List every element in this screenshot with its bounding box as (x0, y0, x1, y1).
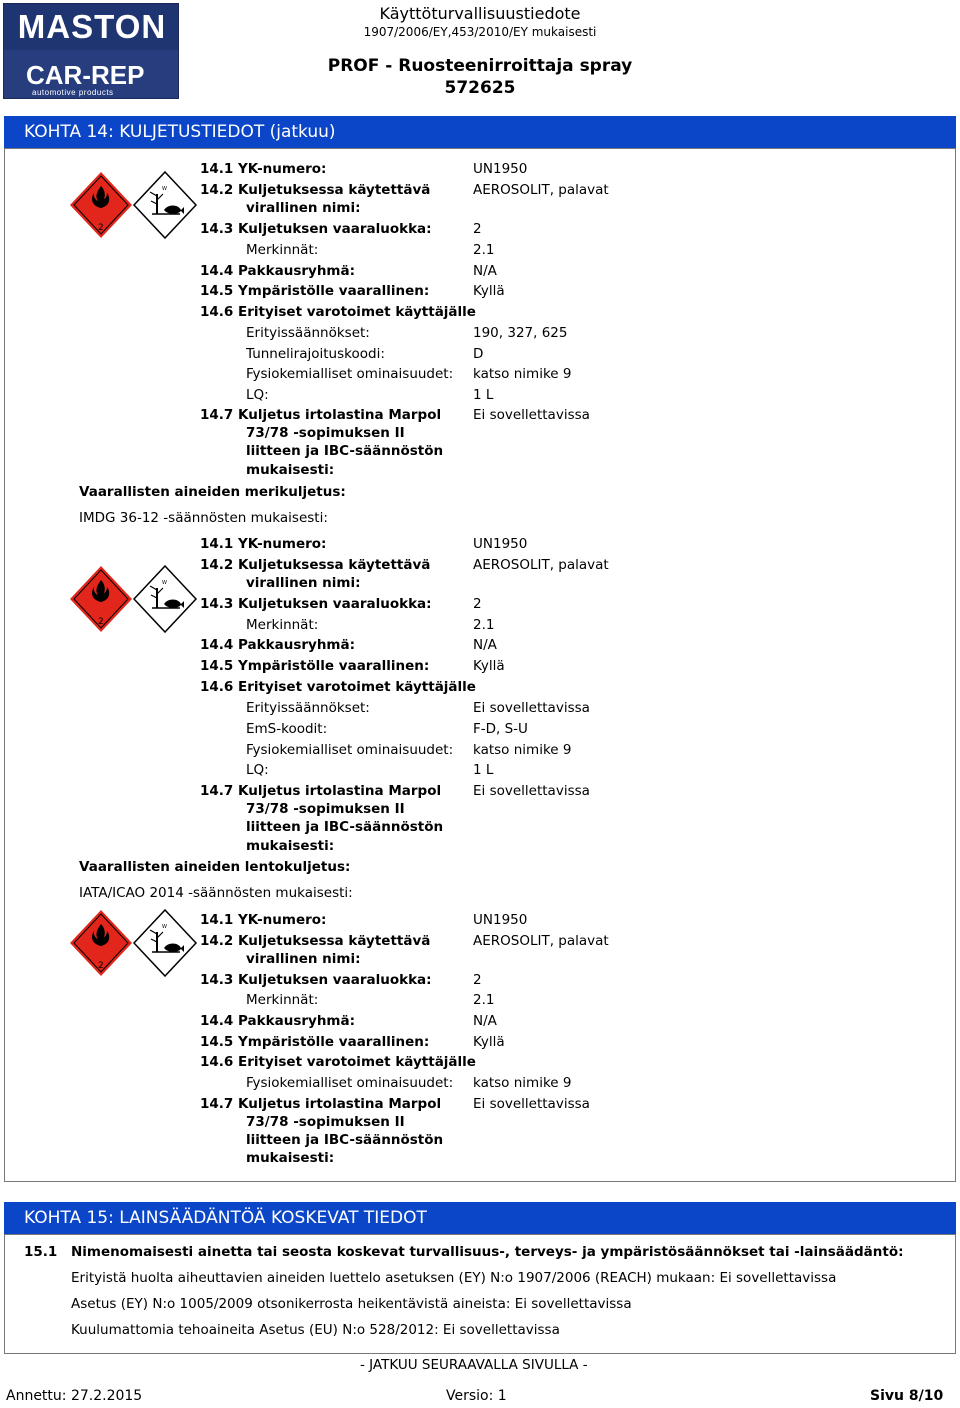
road-tunnel-value: D (473, 346, 484, 362)
sea-class-label: 14.3 Kuljetuksen vaaraluokka: (200, 596, 432, 612)
road-un-label: 14.1 YK-numero: (200, 161, 327, 177)
sea-bulk-label-3: liitteen ja IBC-säännöstön (246, 819, 444, 835)
road-env-value: Kyllä (473, 283, 505, 299)
air-phys-value: katso nimike 9 (473, 1075, 572, 1091)
footer-page: Sivu 8/10 (870, 1388, 944, 1404)
air-un-label: 14.1 YK-numero: (200, 912, 327, 928)
sea-name-label-2: virallinen nimi: (246, 575, 361, 591)
sea-lq-label: LQ: (246, 762, 269, 778)
svg-text:2: 2 (98, 961, 104, 971)
air-class-label: 14.3 Kuljetuksen vaaraluokka: (200, 972, 432, 988)
sea-ems-label: EmS-koodit: (246, 721, 328, 737)
road-special-label: 14.6 Erityiset varotoimet käyttäjälle (200, 304, 476, 320)
sea-pg-value: N/A (473, 637, 497, 653)
sea-prov-label: Erityissäännökset: (246, 700, 370, 716)
sea-class-value: 2 (473, 596, 482, 612)
pictogram-group-air (68, 908, 198, 984)
road-pg-value: N/A (473, 263, 497, 279)
road-env-label: 14.5 Ympäristölle vaarallinen: (200, 283, 430, 299)
sea-prov-value: Ei sovellettavissa (473, 700, 590, 716)
sea-marks-label: Merkinnät: (246, 617, 319, 633)
section-15-line2: Asetus (EY) N:o 1005/2009 otsonikerrosta heikentävistä aineista: Ei sovellettavissa (71, 1296, 632, 1312)
section-15-line1: Erityistä huolta aiheuttavien aineiden luettelo asetuksen (EY) N:o 1907/2006 (REACH) mukaan: Ei sovellettavissa (71, 1270, 837, 1286)
svg-text:W: W (162, 186, 167, 192)
air-pg-value: N/A (473, 1013, 497, 1029)
sea-rule: IMDG 36-12 -säännösten mukaisesti: (79, 510, 328, 526)
air-bulk-label-3: liitteen ja IBC-säännöstön (246, 1132, 444, 1148)
air-un-value: UN1950 (473, 912, 528, 928)
air-marks-value: 2.1 (473, 992, 495, 1008)
air-env-value: Kyllä (473, 1034, 505, 1050)
air-class-value: 2 (473, 972, 482, 988)
road-class-value: 2 (473, 221, 482, 237)
svg-text:W: W (162, 924, 167, 930)
pictogram-group-sea (68, 564, 198, 640)
road-prov-label: Erityissäännökset: (246, 325, 370, 341)
sea-lq-value: 1 L (473, 762, 494, 778)
air-phys-label: Fysiokemialliset ominaisuudet: (246, 1075, 454, 1091)
road-bulk-label-4: mukaisesti: (246, 462, 335, 478)
road-bulk-label-1: 14.7 Kuljetus irtolastina Marpol (200, 407, 442, 423)
road-pg-label: 14.4 Pakkausryhmä: (200, 263, 356, 279)
document-title: Käyttöturvallisuustiedote (379, 4, 581, 23)
air-bulk-label-4: mukaisesti: (246, 1150, 335, 1166)
sea-phys-value: katso nimike 9 (473, 742, 572, 758)
sea-bulk-label-4: mukaisesti: (246, 838, 335, 854)
svg-text:W: W (162, 580, 167, 586)
logo-carrep: CAR-REP (26, 60, 145, 90)
road-marks-value: 2.1 (473, 242, 495, 258)
pictogram-group-road (68, 170, 198, 246)
flame-diamond-icon (68, 908, 198, 980)
section-15-line3: Kuulumattomia tehoaineita Asetus (EU) N:o 528/2012: Ei sovellettavissa (71, 1322, 560, 1338)
section-15-title: KOHTA 15: LAINSÄÄDÄNTÖÄ KOSKEVAT TIEDOT (4, 1202, 956, 1234)
sea-env-value: Kyllä (473, 658, 505, 674)
air-name-label-1: 14.2 Kuljetuksessa käytettävä (200, 933, 431, 949)
sea-special-label: 14.6 Erityiset varotoimet käyttäjälle (200, 679, 476, 695)
sea-env-label: 14.5 Ympäristölle vaarallinen: (200, 658, 430, 674)
regulation-ref: 1907/2006/EY,453/2010/EY mukaisesti (363, 25, 597, 39)
flame-diamond-icon (68, 170, 198, 242)
air-bulk-label-2: 73/78 -sopimuksen II (246, 1114, 405, 1130)
road-name-label-2: virallinen nimi: (246, 200, 361, 216)
sea-marks-value: 2.1 (473, 617, 495, 633)
svg-text:2: 2 (98, 223, 104, 233)
sea-un-value: UN1950 (473, 536, 528, 552)
air-env-label: 14.5 Ympäristölle vaarallinen: (200, 1034, 430, 1050)
logo-carrep-sub: automotive products (32, 88, 114, 97)
product-code: 572625 (444, 78, 516, 98)
road-lq-label: LQ: (246, 387, 269, 403)
air-name-value: AEROSOLIT, palavat (473, 933, 609, 949)
road-un-value: UN1950 (473, 161, 528, 177)
air-bulk-label-1: 14.7 Kuljetus irtolastina Marpol (200, 1096, 442, 1112)
air-heading: Vaarallisten aineiden lentokuljetus: (79, 859, 351, 875)
sea-ems-value: F-D, S-U (473, 721, 528, 737)
road-marks-label: Merkinnät: (246, 242, 319, 258)
air-special-label: 14.6 Erityiset varotoimet käyttäjälle (200, 1054, 476, 1070)
flame-diamond-icon (68, 564, 198, 636)
sea-name-label-1: 14.2 Kuljetuksessa käytettävä (200, 557, 431, 573)
sea-phys-label: Fysiokemialliset ominaisuudet: (246, 742, 454, 758)
sea-heading: Vaarallisten aineiden merikuljetus: (79, 484, 346, 500)
section-15-num: 15.1 (24, 1244, 58, 1260)
air-pg-label: 14.4 Pakkausryhmä: (200, 1013, 356, 1029)
svg-text:2: 2 (98, 617, 104, 627)
road-name-label-1: 14.2 Kuljetuksessa käytettävä (200, 182, 431, 198)
sea-bulk-label-2: 73/78 -sopimuksen II (246, 801, 405, 817)
air-bulk-value: Ei sovellettavissa (473, 1096, 590, 1112)
product-name: PROF - Ruosteenirroittaja spray (327, 56, 633, 76)
road-prov-value: 190, 327, 625 (473, 325, 568, 341)
sea-bulk-label-1: 14.7 Kuljetus irtolastina Marpol (200, 783, 442, 799)
road-bulk-value: Ei sovellettavissa (473, 407, 590, 423)
road-phys-value: katso nimike 9 (473, 366, 572, 382)
road-class-label: 14.3 Kuljetuksen vaaraluokka: (200, 221, 432, 237)
road-tunnel-label: Tunnelirajoituskoodi: (246, 346, 385, 362)
logo-maston: MASTON (4, 4, 179, 50)
footer-version: Versio: 1 (446, 1388, 507, 1404)
air-marks-label: Merkinnät: (246, 992, 319, 1008)
sea-un-label: 14.1 YK-numero: (200, 536, 327, 552)
sea-bulk-value: Ei sovellettavissa (473, 783, 590, 799)
section-15-heading: Nimenomaisesti ainetta tai seosta koskevat turvallisuus-, terveys- ja ympäristösäännökset tai -lainsäädäntö: (71, 1244, 904, 1260)
sea-pg-label: 14.4 Pakkausryhmä: (200, 637, 356, 653)
road-phys-label: Fysiokemialliset ominaisuudet: (246, 366, 454, 382)
air-name-label-2: virallinen nimi: (246, 951, 361, 967)
road-name-value: AEROSOLIT, palavat (473, 182, 609, 198)
footer-issued: Annettu: 27.2.2015 (6, 1388, 143, 1404)
company-logo (3, 3, 179, 99)
air-rule: IATA/ICAO 2014 -säännösten mukaisesti: (79, 885, 353, 901)
sea-name-value: AEROSOLIT, palavat (473, 557, 609, 573)
road-bulk-label-2: 73/78 -sopimuksen II (246, 425, 405, 441)
road-bulk-label-3: liitteen ja IBC-säännöstön (246, 443, 444, 459)
road-lq-value: 1 L (473, 387, 494, 403)
continue-note: - JATKUU SEURAAVALLA SIVULLA - (360, 1357, 588, 1373)
section-14-title: KOHTA 14: KULJETUSTIEDOT (jatkuu) (4, 116, 956, 148)
